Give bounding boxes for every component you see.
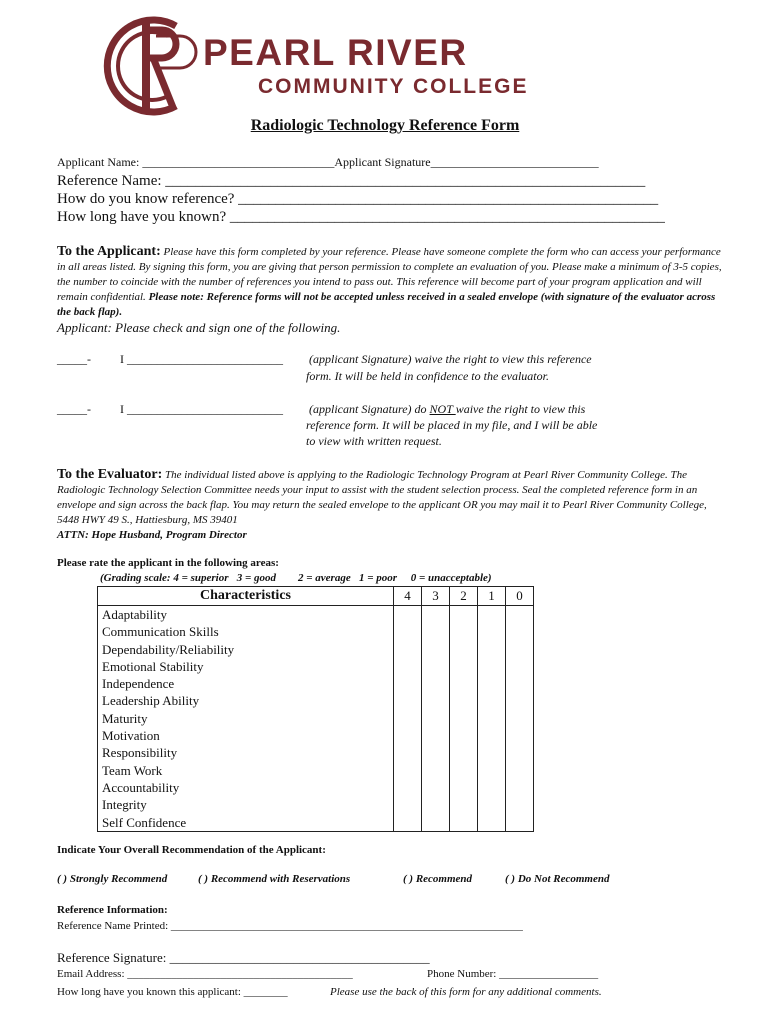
waiver-1-text-line2: form. It will be held in confidence to the evaluator. [306, 369, 549, 383]
applicant-name-field[interactable]: ________________________________ [142, 155, 335, 169]
college-name-line2: COMMUNITY COLLEGE [258, 75, 529, 98]
characteristic-item: Responsibility [102, 745, 178, 761]
to-applicant-paragraph [57, 244, 722, 320]
score-header-3: 3 [422, 587, 450, 606]
waiver-1-text: (applicant Signature) waive the right to view this reference [309, 352, 592, 366]
waiver-2-pre: (applicant Signature) do [309, 402, 430, 416]
characteristics-header: Characteristics [98, 587, 394, 606]
to-applicant-text: Please have this form completed by your reference. Please have someone complete the form who can access your performance in all areas listed. By signing this form, you are giving that person permission to complete an evaluation of you. Please make a minimum of 3-5 copies, the number to coincide with the number of references you intend to pass out. This reference will become part of your program application and will remain confidential. [57, 246, 722, 303]
characteristic-item: Leadership Ability [102, 693, 200, 709]
characteristic-item: Independence [102, 676, 175, 692]
score-column-0[interactable] [506, 606, 534, 832]
score-header-4: 4 [394, 587, 422, 606]
recommendation-heading: Indicate Your Overall Recommendation of the Applicant: [57, 844, 326, 856]
college-logo [98, 12, 202, 120]
characteristic-item: Accountability [102, 779, 180, 795]
how-long-known-field[interactable]: How long have you known? __________________________________________________________ [57, 209, 665, 225]
reference-name-printed-field[interactable]: Reference Name Printed: ________________________________________________________________ [57, 920, 523, 932]
score-header-0: 0 [506, 587, 534, 606]
characteristic-item: Dependability/Reliability [102, 641, 235, 657]
email-address-field[interactable]: Email Address: _________________________________________ [57, 968, 353, 980]
reference-signature-field[interactable]: Reference Signature: ________________________________________ [57, 950, 430, 965]
score-column-3[interactable] [422, 606, 450, 832]
characteristic-item: Integrity [102, 797, 147, 813]
how-know-reference-field[interactable]: How do you know reference? ________________________________________________________ [57, 191, 659, 207]
characteristics-list [98, 606, 394, 832]
to-evaluator-text: The individual listed above is applying to the Radiologic Technology Program at Pearl River Community College. The Radiologic Technology Selection Committee needs your input to assist with the student selection process. Seal the completed reference form in an envelope and sign across the back flap. You may return the sealed envelope to the applicant OR you may mail it to Pearl River Community College, 5448 HWY 49 S., Hattiesburg, MS 39401 [57, 469, 707, 526]
score-column-1[interactable] [478, 606, 506, 832]
option-recommend[interactable]: ( ) Recommend [403, 873, 473, 885]
characteristic-item: Emotional Stability [102, 658, 204, 674]
waiver-2-signature[interactable]: I __________________________ [120, 402, 283, 416]
reference-name-field[interactable]: Reference Name: ________________________________________________________________ [57, 173, 646, 189]
score-column-4[interactable] [394, 606, 422, 832]
form-title: Radiologic Technology Reference Form [250, 117, 520, 134]
score-column-2[interactable] [450, 606, 478, 832]
waiver-1-checkbox[interactable]: _____- [57, 352, 91, 366]
score-header-2: 2 [450, 587, 478, 606]
back-of-form-note: Please use the back of this form for any additional comments. [330, 986, 602, 998]
waiver-2-post: waive the right to view this [455, 402, 586, 416]
characteristic-item: Maturity [102, 710, 148, 726]
to-evaluator-paragraph [57, 467, 722, 543]
waiver-2-not: NOT [429, 402, 456, 416]
rating-heading: Please rate the applicant in the following areas: [57, 557, 279, 569]
applicant-signature-label: Applicant Signature [334, 155, 431, 169]
characteristic-item: Adaptability [102, 607, 167, 622]
rating-table [97, 586, 534, 832]
grading-scale: (Grading scale: 4 = superior 3 = good 2 = average 1 = poor 0 = unacceptable) [100, 572, 492, 584]
to-evaluator-lead: To the Evaluator: [57, 467, 163, 482]
waiver-2-text-line2: reference form. It will be placed in my file, and I will be able [306, 418, 598, 432]
applicant-line [57, 155, 599, 170]
applicant-signature-field[interactable]: ____________________________ [430, 155, 599, 169]
option-strongly-recommend[interactable]: ( ) Strongly Recommend [57, 873, 168, 885]
waiver-2-checkbox[interactable]: _____- [57, 402, 91, 416]
characteristic-item: Team Work [102, 762, 163, 778]
phone-number-field[interactable]: Phone Number: __________________ [427, 968, 599, 980]
score-header-1: 1 [478, 587, 506, 606]
how-long-known-applicant-field[interactable]: How long have you known this applicant: ________ [57, 986, 288, 998]
waiver-2-text [309, 402, 585, 417]
characteristic-item: Communication Skills [102, 624, 219, 640]
reference-info-heading: Reference Information: [57, 904, 168, 916]
option-do-not-recommend[interactable]: ( ) Do Not Recommend [505, 873, 610, 885]
waiver-1-signature[interactable]: I __________________________ [120, 352, 283, 366]
characteristic-item: Motivation [102, 728, 160, 744]
applicant-name-label: Applicant Name: [57, 155, 143, 169]
characteristic-item: Self Confidence [102, 814, 187, 830]
attn-line: ATTN: Hope Husband, Program Director [57, 529, 247, 541]
option-recommend-with-reservations[interactable]: ( ) Recommend with Reservations [198, 873, 351, 885]
waiver-2-text-line3: to view with written request. [306, 434, 442, 448]
sealed-envelope-note: Please note: Reference forms will not be accepted unless received in a sealed envelope (with signature of the evaluator across the back flap). [57, 291, 716, 318]
college-name-line1: PEARL RIVER [203, 32, 468, 73]
to-applicant-lead: To the Applicant: [57, 244, 161, 259]
applicant-instruction: Applicant: Please check and sign one of the following. [57, 320, 341, 335]
